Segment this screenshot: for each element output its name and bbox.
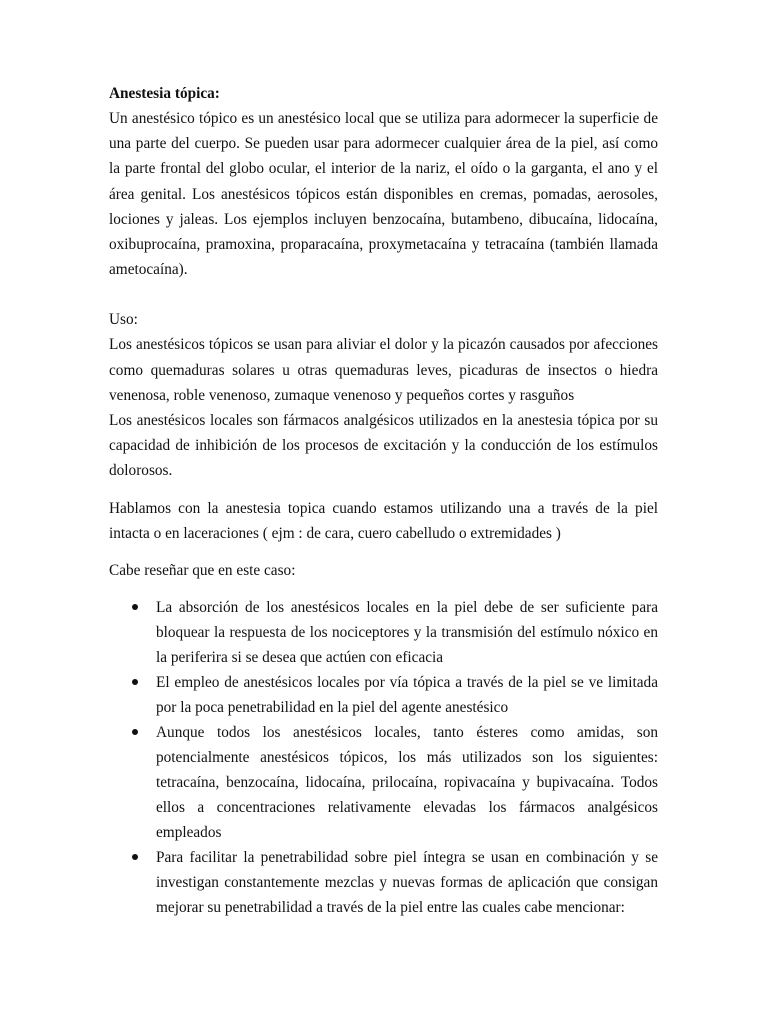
bullet-icon	[132, 604, 138, 610]
list-item-text: Aunque todos los anestésicos locales, tanto ésteres como amidas, son potencialmente anestésicos tópicos, los más utilizados son los siguientes: tetracaína, benzocaína, lidocaína, prilocaína, ropivacaína y bupivacaína. Todos ellos a concentraciones relativamente elevadas los fármacos analgésicos empleados	[156, 724, 658, 842]
uso-paragraph-1: Los anestésicos tópicos se usan para aliviar el dolor y la picazón causados por afecciones como quemaduras solares u otras quemaduras leves, picaduras de insectos o hiedra venenosa, roble venenoso, zumaque venenoso y pequeños cortes y rasguños	[109, 336, 658, 404]
bullet-icon	[132, 854, 138, 860]
spacer	[109, 583, 658, 595]
uso-paragraph-2: Los anestésicos locales son fármacos analgésicos utilizados en la anestesia tópica por su capacidad de inhibición de los procesos de excitación y la conducción de los estímulos dolorosos.	[109, 412, 658, 480]
list-item-text: El empleo de anestésicos locales por vía tópica a través de la piel se ve limitada por la poca penetrabilidad en la piel del agente anestésico	[156, 674, 658, 717]
bullet-icon	[132, 679, 138, 685]
spacer	[109, 484, 658, 496]
bullet-icon	[132, 729, 138, 735]
bullet-list	[109, 595, 658, 920]
list-item-text: Para facilitar la penetrabilidad sobre piel íntegra se usan en combinación y se investigan constantemente mezclas y nuevas formas de aplicación que consigan mejorar su penetrabilidad a través de la piel entre las cuales cabe mencionar:	[156, 849, 658, 917]
document-page	[109, 82, 658, 920]
list-item-text: La absorción de los anestésicos locales en la piel debe de ser suficiente para bloquear la respuesta de los nociceptores y la transmisión del estímulo nóxico en la periferira si se desea que actúen con eficacia	[156, 599, 658, 667]
cabe-paragraph: Cabe reseñar que en este caso:	[109, 562, 296, 580]
list-item	[109, 595, 658, 670]
uso-heading: Uso:	[109, 311, 138, 329]
spacer	[109, 282, 658, 307]
hablamos-paragraph: Hablamos con la anestesia topica cuando estamos utilizando una a través de la piel intacta o en laceraciones ( ejm : de cara, cuero cabelludo o extremidades )	[109, 499, 658, 542]
section-title: Anestesia tópica:	[109, 85, 220, 102]
list-item	[109, 845, 658, 920]
intro-paragraph: Un anestésico tópico es un anestésico local que se utiliza para adormecer la superficie de una parte del cuerpo. Se pueden usar para adormecer cualquier área de la piel, así como la parte frontal del globo ocular, el interior de la nariz, el oído o la garganta, el ano y el área genital. Los anestésicos tópicos están disponibles en cremas, pomadas, aerosoles, lociones y jaleas. Los ejemplos incluyen benzocaína, butambeno, dibucaína, lidocaína, oxibuprocaína, pramoxina, proparacaína, proxymetacaína y tetracaína (también llamada ametocaína).	[109, 110, 658, 279]
spacer	[109, 546, 658, 558]
list-item	[109, 720, 658, 845]
list-item	[109, 670, 658, 720]
